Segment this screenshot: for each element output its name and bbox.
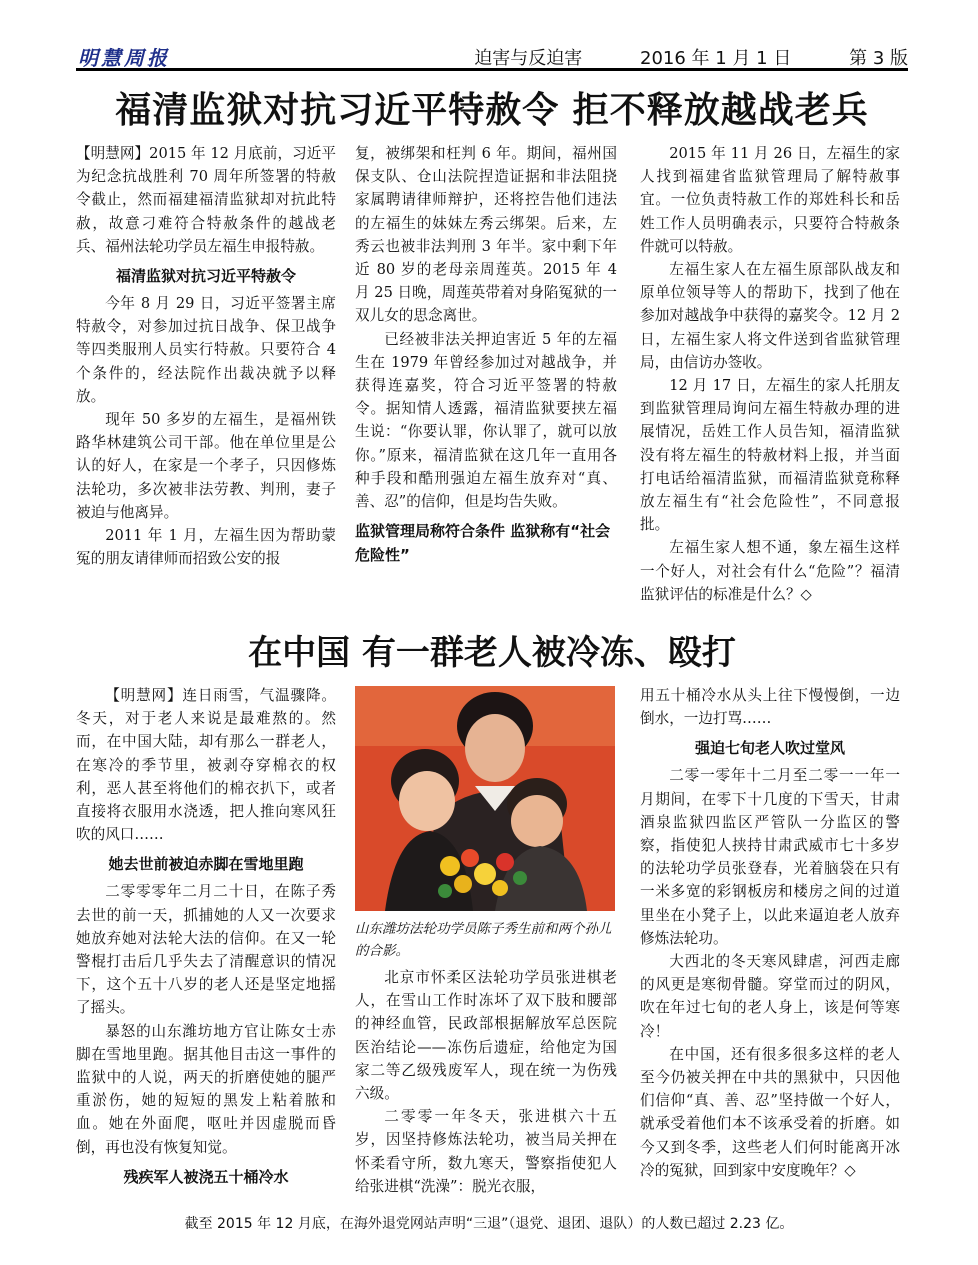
article2-subheading: 强迫七旬老人吹过堂风 xyxy=(694,739,845,758)
article1-paragraph: 2015 年 11 月 26 日，左福生的家人找到福建省监狱管理局了解特赦事宜。一位负责特赦工作的郑姓科长和岳姓工作人员明确表示，只要符合特赦条件就可以特赦。 xyxy=(640,145,900,255)
article2-subheading: 残疾军人被浇五十桶冷水 xyxy=(123,1167,289,1186)
article1-paragraph: 左福生家人想不通，象左福生这样一个好人，对社会有什么“危险”？福清监狱评估的标准是什么？◇ xyxy=(640,539,900,603)
article1-subheading: 监狱管理局称符合条件 监狱称有“社会危险性” xyxy=(355,522,611,565)
article2-subheading: 她去世前被迫赤脚在雪地里跑 xyxy=(108,855,304,874)
footer-notice: 截至 2015 年 12 月底，在海外退党网站声明“三退”（退党、退团、退队）的人数已超过 2.23 亿。 xyxy=(184,1216,794,1232)
article2-paragraph: 二零一零年十二月至二零一一年一月期间，在零下十几度的下雪天，甘肃酒泉监狱四监区严管队一分监区的警察，指使犯人挟持甘肃武威市七十多岁的法轮功学员张登春，光着脑袋在只有一米多宽的彩钢板房和楼房之间的过道里坐在小凳子上，以此来逼迫老人放弃修炼法轮功。 xyxy=(640,767,900,947)
article1-paragraph: 12 月 17 日，左福生的家人托朋友到监狱管理局询问左福生特赦办理的进展情况，岳姓工作人员告知，福清监狱没有将左福生的特赦材料上报，并当面打电话给福清监狱，而福清监狱竟称释放左福生有“社会危险性”，不同意报批。 xyxy=(640,377,900,534)
article1-paragraph: 左福生家人在左福生原部队战友和原单位领导等人的帮助下，找到了他在参加对越战争中获得的嘉奖令。12 月 2 日，左福生家人将文件送到省监狱管理局，由信访办签收。 xyxy=(640,261,900,371)
article1-subheading: 福清监狱对抗习近平特赦令 xyxy=(115,267,296,286)
family-photo-illustration xyxy=(355,686,615,911)
article1-column-2 xyxy=(355,142,617,571)
article2-column-3 xyxy=(640,684,900,1182)
article1-paragraph: 已经被非法关押迫害近 5 年的左福生在 1979 年曾经参加过对越战争，并获得连嘉奖，符合习近平签署的特赦令。据知情人透露，福清监狱要挟左福生说：“你要认罪，你认罪了，就可以放你。”原来，福清监狱在这几年一直用各种手段和酷刑强迫左福生放弃对“真、善、忍”的信仰，但是均告失败。 xyxy=(355,330,617,511)
article1-paragraph: 今年 8 月 29 日，习近平签署主席特赦令，对参加过抗日战争、保卫战争等四类服刑人员实行特赦。只要符合 4 个条件的，经法院作出裁决就予以释放。 xyxy=(76,295,336,405)
header-divider xyxy=(76,68,908,71)
page-header xyxy=(76,44,908,70)
article2-paragraph: 用五十桶冷水从头上往下慢慢倒，一边倒水，一边打骂…… xyxy=(640,687,900,728)
photo-caption: 山东潍坊法轮功学员陈子秀生前和两个孙儿的合影。 xyxy=(355,921,612,959)
header-date: 2016 年 1 月 1 日 xyxy=(640,48,792,69)
article2-paragraph: 北京市怀柔区法轮功学员张进棋老人，在雪山工作时冻坏了双下肢和腰部的神经血管，民政部根据解放军总医院医治结论——冻伤后遗症，给他定为国家二等乙级残废军人，现在统一为伤残六级。 xyxy=(355,969,617,1103)
article2-paragraph: 【明慧网】连日雨雪，气温骤降。冬天，对于老人来说是最难熬的。然而，在中国大陆，却有那么一群老人，在寒冷的季节里，被剥夺穿棉衣的权利，恶人甚至将他们的棉衣扒下，或者直接将衣服用水浇透，把人推向寒风狂吹的风口…… xyxy=(76,687,336,844)
article1-paragraph: 现年 50 多岁的左福生，是福州铁路华林建筑公司干部。他在单位里是公认的好人，在家是一个孝子，只因修炼法轮功，多次被非法劳教、判刑，妻子被迫与他离异。 xyxy=(76,411,336,521)
article2-title: 在中国 有一群老人被冷冻、殴打 xyxy=(248,633,736,673)
article2-paragraph: 暴怒的山东潍坊地方官让陈女士赤脚在雪地里跑。据其他目击这一事件的监狱中的人说，两天的折磨使她的腿严重淤伤，她的短短的黑发上粘着脓和血。她在外面爬，呕吐并因虚脱而昏倒，再也没有恢复知觉。 xyxy=(76,1022,336,1156)
article1-paragraph: 复，被绑架和枉判 6 年。期间，福州国保支队、仓山法院捏造证据和非法阻挠家属聘请律师辩护，还将控告他们违法的左福生的妹妹左秀云绑架。后来，左秀云也被非法判刑 3 年半。家中剩下年近 80 岁的老母亲周莲英。2015 年 4 月 25 日晚，周莲英带着对身陷冤狱的一双儿女的思念离世。 xyxy=(355,145,617,325)
header-section: 迫害与反迫害 xyxy=(474,48,583,69)
article2-column-2 xyxy=(355,966,617,1198)
header-meta xyxy=(422,44,908,70)
article1-title: 福清监狱对抗习近平特赦令 拒不释放越战老兵 xyxy=(115,90,869,131)
article2-column-1 xyxy=(76,684,336,1193)
article1-paragraph: 【明慧网】2015 年 12 月底前，习近平为纪念抗战胜利 70 周年所签署的特赦令截止，然而福建福清监狱却对抗此特赦，故意刁难符合特赦条件的越战老兵、福州法轮功学员左福生申报特赦。 xyxy=(76,145,336,255)
newspaper-brand: 明慧周报 xyxy=(78,46,170,70)
article2-paragraph: 二零零一年冬天，张进棋六十五岁，因坚持修炼法轮功，被当局关押在怀柔看守所，数九寒天，警察指使犯人给张进棋“洗澡”：脱光衣服， xyxy=(355,1108,617,1195)
header-page-number: 第 3 版 xyxy=(849,48,908,69)
article2-paragraph: 二零零零年二月二十日，在陈子秀去世的前一天，抓捕她的人又一次要求她放弃她对法轮大法的信仰。在又一轮警棍打击后几乎失去了清醒意识的情况下，这个五十八岁的老人还是坚定地摇了摇头。 xyxy=(76,883,336,1017)
article2-paragraph: 在中国，还有很多很多这样的老人至今仍被关押在中共的黑狱中，只因他们信仰“真、善、忍”坚持做一个好人，就承受着他们本不该承受着的折磨。如今又到冬季，这些老人们何时能离开冰冷的冤狱，回到家中安度晚年？◇ xyxy=(640,1045,900,1179)
article1-column-3 xyxy=(640,142,900,606)
article2-paragraph: 大西北的冬天寒风肆虐，河西走廊的风更是寒彻骨髓。穿堂而过的阴风，吹在年过七旬的老人身上，该是何等寒冷！ xyxy=(640,953,900,1040)
family-photo xyxy=(355,686,615,911)
article1-paragraph: 2011 年 1 月，左福生因为帮助蒙冤的朋友请律师而招致公安的报 xyxy=(76,527,336,568)
article1-column-1 xyxy=(76,142,336,570)
